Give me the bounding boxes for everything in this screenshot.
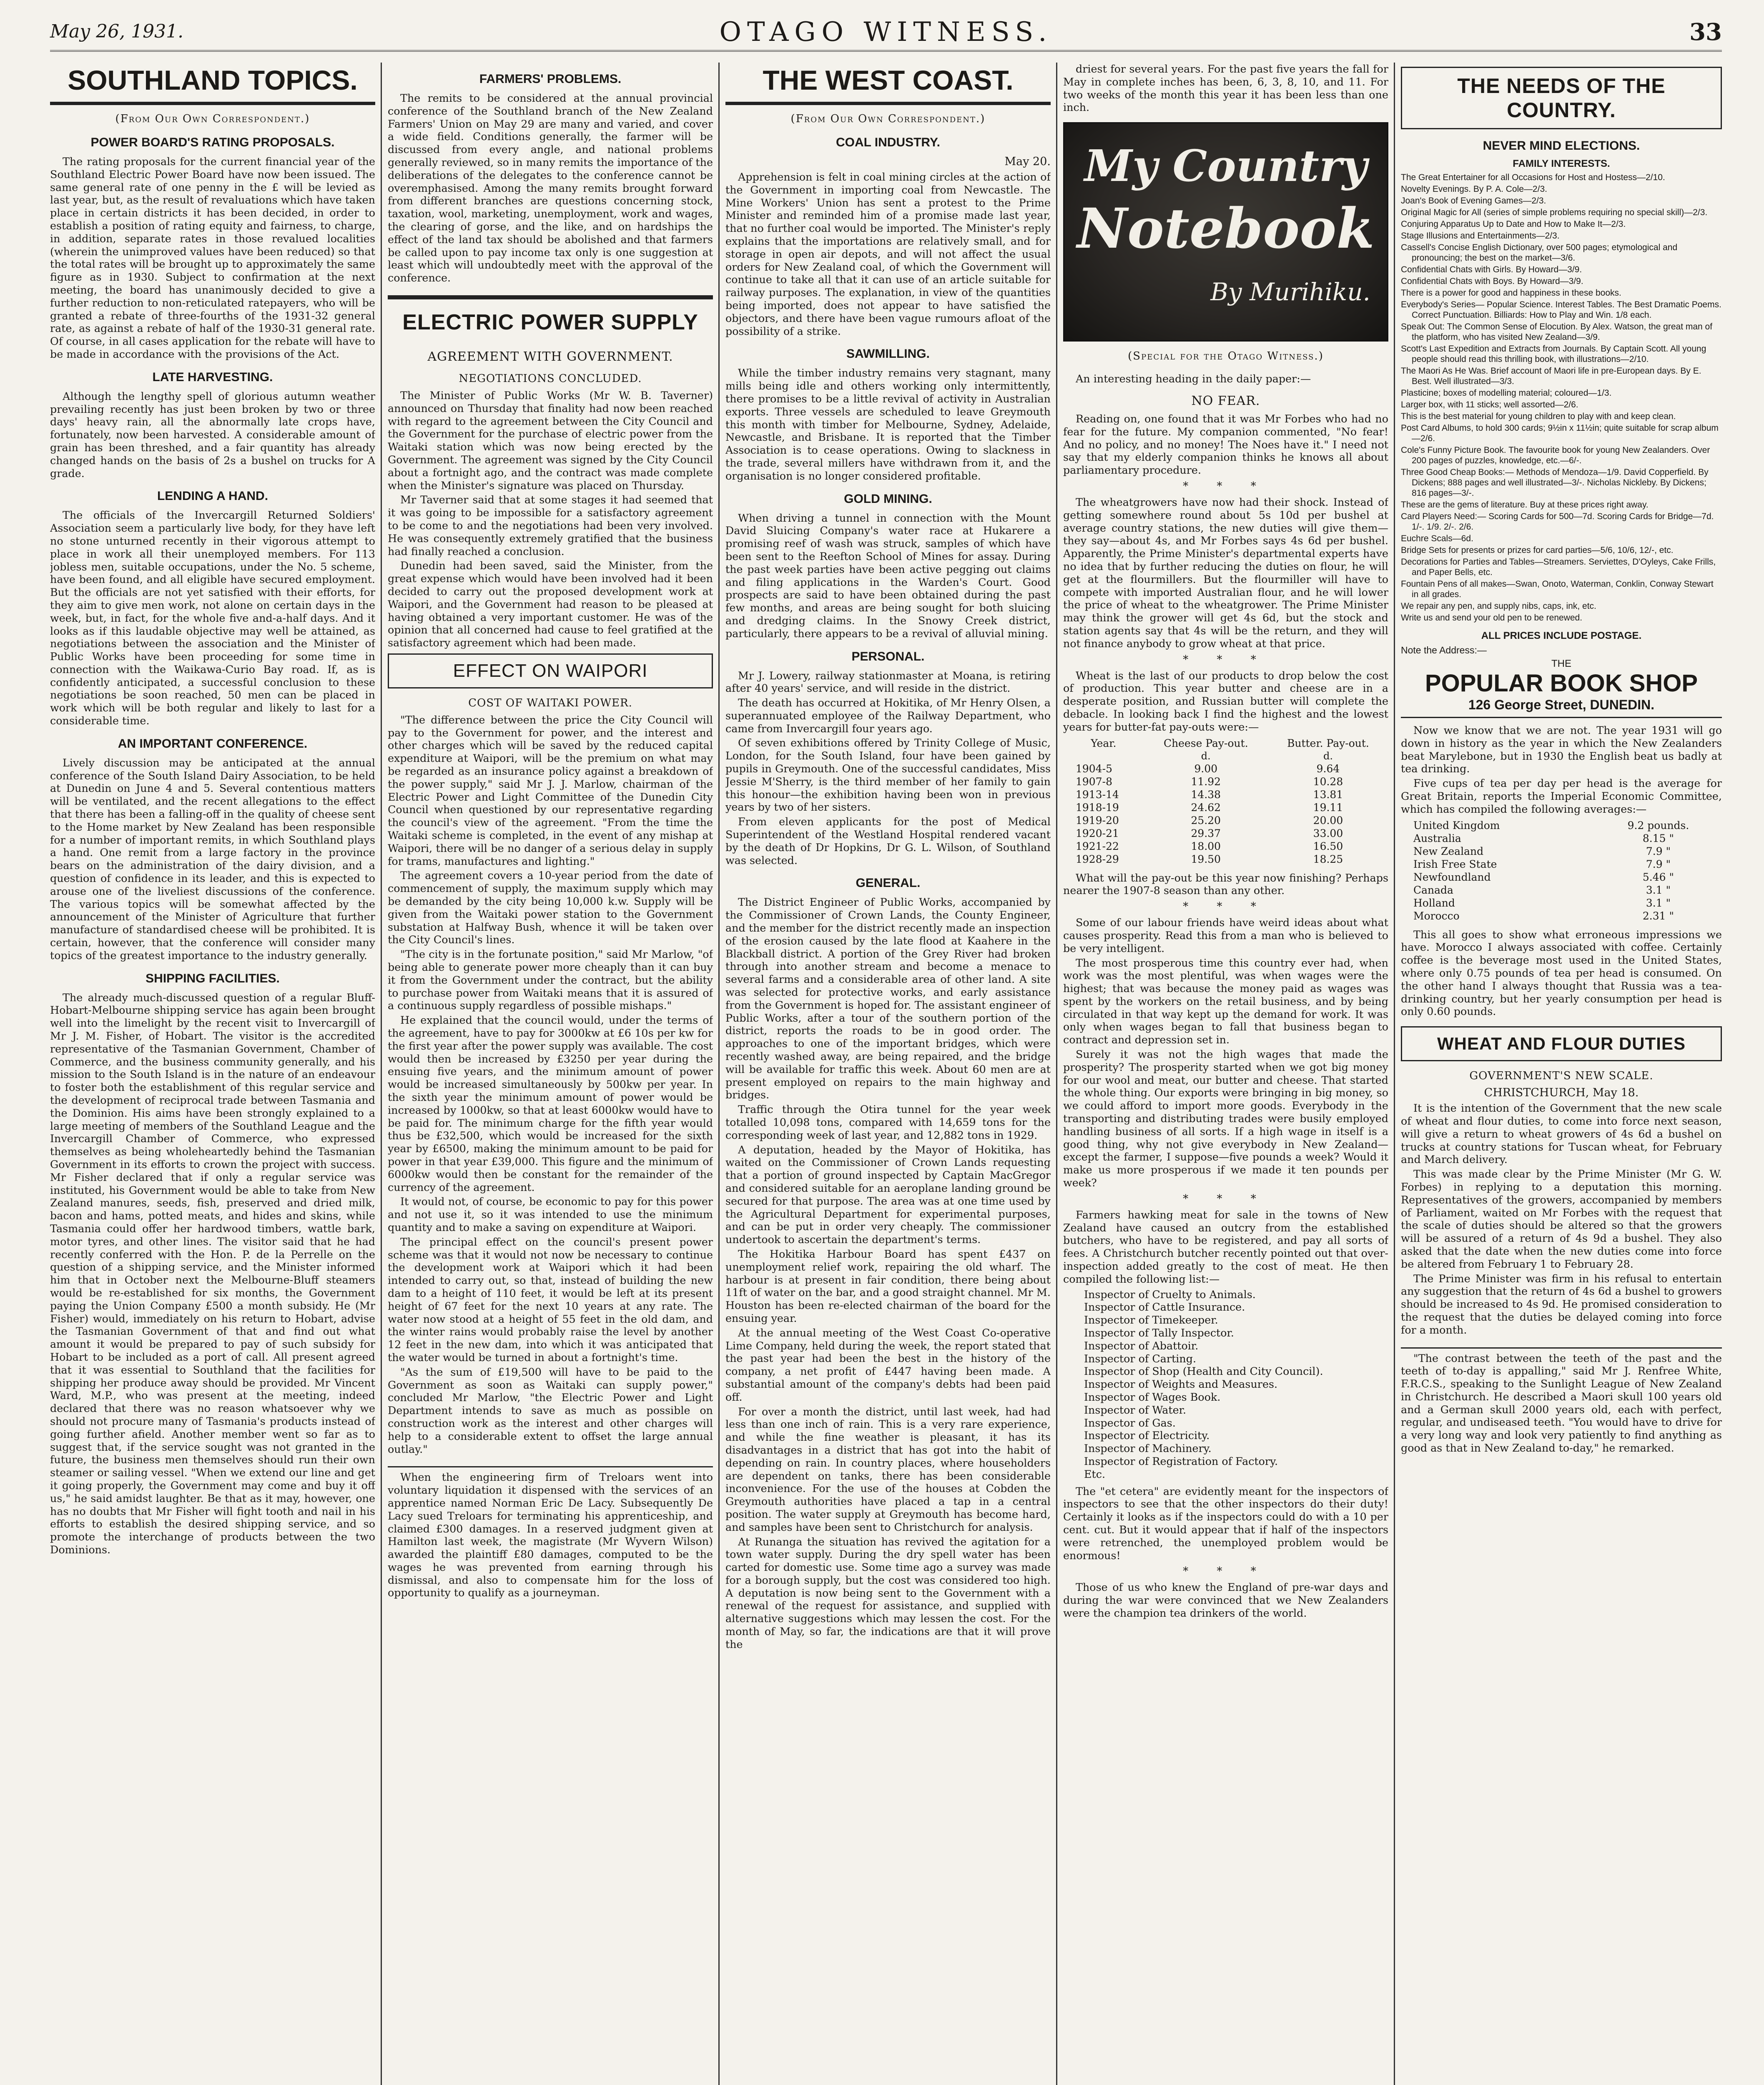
column-rule — [1394, 63, 1395, 2085]
book-entry: Larger box, with 11 sticks; well assorted—2/6. — [1401, 400, 1578, 409]
table-row — [1063, 788, 1388, 801]
book-entry: Cassell's Concise English Dictionary, over 500 pages; etymological and pronouncing; the best on the market—3/6. — [1401, 243, 1678, 263]
article-body — [388, 1471, 713, 1599]
article-body — [1401, 1102, 1722, 1336]
paragraph: Of seven exhibitions offered by Trinity College of Music, London, for the South Island, four have been gained by pupils in Greymouth. One of the successful candidates, Miss Jessie M'Sherry, is the third member of her family to gain this honour—the exhibition having been won in previous years by two of her sisters. — [725, 736, 1051, 814]
table-cell: 13.81 — [1313, 788, 1343, 801]
paragraph: Lively discussion may be anticipated at the annual conference of the South Island Dairy Association, to be held at Dunedin on June 4 and 5. Several contentious matters will be ventilated, and the recent allegations to the effect that there has been a falling-off in the quality of cheese sent to the Home market by New Zealand has been responsible for a number of important remits, in which Southland plays a hand. One remit from a large factory in the province bears on the administration of the dairy division, and a question of confidence in its leader, and this is expected to arouse one of the liveliest discussions of the conference. The various topics will be somewhat affected by the announcement of the Minister of Agriculture that further manufacture of standardised cheese will be prohibited. It is certain, however, that the conference will consider many topics of the greatest importance to the industry generally. — [50, 756, 375, 962]
book-entry: Everybody's Series— Popular Science. Interest Tables. The Best Dramatic Poems. Correct Punctuation. Billiards: How to Play and Win. 1/8 each. — [1401, 300, 1721, 320]
paragraph: Surely it was not the high wages that made the prosperity? The prosperity started when we got big money for our wool and meat, our butter and cheese. That started the whole thing. Our exports were bringing in big money, so we could afford to import more goods. Everybody in the transporting and distributing trades were busily employed handling business of all sorts. If a high wage in itself is a good thing, why not give everybody in New Zealand—except the farmer, I suppose—five pounds a week? Would it make us more prosperous if we made it ten pounds per week? — [1063, 1048, 1388, 1189]
table-cell: 5.46 " — [1642, 871, 1674, 883]
payout-table — [1063, 737, 1388, 866]
table-header: Cheese Pay-out. — [1163, 737, 1248, 749]
paragraph: Wheat is the last of our products to drop below the cost of production. This year butter and cheese are in a desperate position, and Russian butter will complete the debacle. In looking back I find the highest and the lowest years for butter-fat pay-outs were:— — [1063, 669, 1388, 733]
shop-prefix: THE — [1551, 658, 1571, 669]
article-heading: POWER BOARD'S RATING PROPOSALS. — [90, 136, 335, 149]
table-row — [1401, 845, 1722, 858]
article-subheading: AGREEMENT WITH GOVERNMENT. — [427, 349, 673, 364]
section-banner: EFFECT ON WAIPORI — [388, 653, 713, 688]
table-cell: 3.1 " — [1646, 897, 1671, 909]
tea-consumption-table — [1401, 819, 1722, 922]
list-item: Inspector of Cruelty to Animals. — [1084, 1288, 1256, 1301]
book-entry: Write us and send your old pen to be renewed. — [1401, 613, 1583, 623]
table-row — [1063, 814, 1388, 827]
table-header: Butter. Pay-out. — [1287, 737, 1369, 749]
book-entry: Original Magic for All (series of simple problems requiring no special skill)—2/3. — [1401, 208, 1708, 217]
paragraph: This was made clear by the Prime Minister (Mr G. W. Forbes) in replying to a deputation this morning. Representatives of the growers, accompanied by members of Parliament, waited on Mr Forbes with the request that the scale of duties should be altered so that the growers will be assured of a return of 4s 9d a bushel. They also asked that the date when the new duties come into force be altered from February 1 to February 28. — [1401, 1168, 1722, 1270]
table-cell: 10.28 — [1313, 775, 1343, 788]
article-body — [50, 155, 375, 361]
section-banner: WHEAT AND FLOUR DUTIES — [1401, 1026, 1722, 1061]
list-item: Inspector of Weights and Measures. — [1084, 1378, 1278, 1391]
article-heading: NEGOTIATIONS CONCLUDED. — [459, 372, 642, 385]
book-entry: Three Good Cheap Books:— Methods of Mendoza—1/9. David Copperfield. By Dickens; 888 pages and well illustrated—3/-. Nicholas Nickleby. By Dickens; 816 pages—3/-. — [1401, 467, 1709, 498]
article-body — [388, 389, 713, 649]
list-item: Inspector of Abattoir. — [1084, 1339, 1199, 1352]
section-banner: THE NEEDS OF THE COUNTRY. — [1401, 67, 1722, 129]
table-cell: Australia — [1413, 832, 1461, 844]
paragraph: When the engineering firm of Treloars went into voluntary liquidation it dispensed with the services of an apprentice named Norman Eric De Lacy. Subsequently De Lacy sued Treloars for terminating his apprenticeship, and claimed £300 damages. In a reserved judgment given at Hamilton last week, the magistrate (Mr Wyvern Wilson) awarded the plaintiff £80 damages, computed to be the wages he was prevented from earning through his dismissal, and also to compensate him for the loss of opportunity to qualify as a journeyman. — [388, 1471, 713, 1599]
table-cell: 1920-21 — [1076, 827, 1119, 839]
table-cell: 1904-5 — [1076, 762, 1112, 775]
column-needs-of-country — [1401, 63, 1722, 2085]
table-row — [1401, 832, 1722, 845]
book-entry: Confidential Chats with Boys. By Howard—3/9. — [1401, 276, 1583, 286]
paragraph: Some of our labour friends have weird ideas about what causes prosperity. Read this from a man who is believed to be very intelligent. — [1063, 916, 1388, 955]
table-cell: 9.00 — [1194, 762, 1218, 775]
list-item: Inspector of Carting. — [1084, 1352, 1197, 1365]
paragraph: The Minister of Public Works (Mr W. B. Taverner) announced on Thursday that finality had now been reached with regard to the agreement between the City Council and the Government for the purchase of electric power from the Waitaki station which was now being erected by the Government. The agreement was signed by the City Council about a fortnight ago, and the contract was made complete when the Minister's signature was placed on Thursday. — [388, 389, 713, 492]
dateline: May 20. — [1004, 155, 1051, 168]
byline: (From Our Own Correspondent.) — [790, 113, 986, 125]
separator-stars: * * * — [1183, 1192, 1269, 1205]
table-cell: Irish Free State — [1413, 858, 1497, 870]
column-country-notebook — [1063, 63, 1388, 2085]
paragraph: Five cups of tea per day per head is the average for Great Britain, reports the Imperial Economic Committee, which has compiled the following averages:— — [1401, 777, 1722, 815]
intro-text: An interesting heading in the daily paper:— — [1076, 372, 1311, 385]
book-entry: Conjuring Apparatus Up to Date and How to Make It—2/3. — [1401, 219, 1626, 229]
article-body — [1063, 916, 1388, 1189]
paragraph: "As the sum of £19,500 will have to be paid to the Government as soon as Waitaki can supply power," concluded Mr Marlow, "the Electric Power and Light Department intends to save as much as possible on construction work as the interest and other charges will help to a considerable extent to offset the large annual outlay." — [388, 1365, 713, 1455]
book-entry: Euchre Scals—6d. — [1401, 534, 1473, 543]
shop-name: POPULAR BOOK SHOP — [1425, 670, 1698, 697]
address-note: Note the Address:— — [1401, 645, 1487, 656]
paragraph: For over a month the district, until last week, had had less than one inch of rain. This is a very rare experience, and while the fine weather is pleasant, it has its disadvantages in a district that has got into the habit of depending on rain. In country places, where householders are dependent on tanks, there has been considerable inconvenience. For the use of the houses at Cobden the Greymouth authorities have placed a tap in a central position. The water supply at Greymouth has become hard, and samples have been sent to Christchurch for analysis. — [725, 1405, 1051, 1533]
article-body — [388, 713, 713, 1455]
book-entry: There is a power for good and happiness in these books. — [1401, 288, 1621, 298]
book-entry: Cole's Funny Picture Book. The favourite book for young New Zealanders. Over 200 pages of puzzles, knowledge, etc.—6/-. — [1401, 445, 1710, 465]
table-cell: 1921-22 — [1076, 840, 1119, 852]
article-body — [725, 896, 1051, 1650]
article-body — [1063, 412, 1388, 477]
table-cell: 1913-14 — [1076, 788, 1119, 801]
book-entry: Confidential Chats with Girls. By Howard—3/9. — [1401, 265, 1582, 274]
inspector-list — [1063, 1288, 1388, 1481]
article-body — [1401, 1352, 1722, 1454]
paragraph: What will the pay-out be this year now finishing? Perhaps nearer the 1907-8 season than any other. — [1063, 871, 1388, 897]
table-cell: 2.31 " — [1642, 909, 1674, 922]
section-banner: SOUTHLAND TOPICS. — [50, 63, 375, 105]
column-southland-topics — [50, 63, 375, 2085]
book-list — [1401, 172, 1722, 623]
country-notebook-logo — [1063, 122, 1388, 342]
table-row — [1063, 775, 1388, 788]
column-rule — [381, 63, 382, 2085]
table-cell: 29.37 — [1191, 827, 1221, 839]
table-cell: Morocco — [1413, 909, 1460, 922]
table-cell: 1919-20 — [1076, 814, 1119, 826]
article-heading: AN IMPORTANT CONFERENCE. — [118, 736, 308, 751]
paragraph: From eleven applicants for the post of Medical Superintendent of the Westland Hospital rendered vacant by the death of Dr Hopkins, Dr G. L. Wilson, of Southland was selected. — [725, 815, 1051, 867]
article-heading: LATE HARVESTING. — [152, 370, 273, 384]
book-entry: We repair any pen, and supply nibs, caps, ink, etc. — [1401, 601, 1596, 611]
paragraph: "The difference between the price the City Council will pay to the Government for power, and the interest and other charges which will be saved by the reduced capital expenditure at Waipori, will be the premium on what may be regarded as an insurance policy against a breakdown of the power supply," said Mr J. J. Marlow, chairman of the Electric Power and Light Committee of the Dunedin City Council when questioned by our representative regarding the council's view of the agreement. "From the time the Waitaki scheme is completed, in the event of any mishap at Waipori, there will be no danger of a serious delay in supply for trams, manufactures and lighting." — [388, 713, 713, 867]
book-entry: Card Players Need:— Scoring Cards for 500—7d. Scoring Cards for Bridge—7d. 1/-. 1/9. 2/-. 2/6. — [1401, 512, 1714, 532]
section-banner: ELECTRIC POWER SUPPLY — [402, 310, 698, 334]
table-row — [1401, 909, 1722, 922]
paragraph: It would not, of course, be economic to pay for this power and not use it, so it was intended to use the minimum quantity and to make a saving on expenditure at Waipori. — [388, 1195, 713, 1233]
paragraph: Now we know that we are not. The year 1931 will go down in history as the year in which the New Zealanders beat Marylebone, but in 1930 the English beat us badly at tea drinking. — [1401, 724, 1722, 775]
article-body — [725, 171, 1051, 337]
article-body — [1401, 928, 1722, 1018]
paragraph: Mr Taverner said that at some stages it had seemed that it was going to be impossible for a satisfactory agreement to be come to and the negotiations had been very involved. He was consequently extremely gratified that the business had finally reached a conclusion. — [388, 493, 713, 558]
article-heading: GENERAL. — [856, 876, 921, 890]
article-body — [1063, 1208, 1388, 1286]
table-cell: 18.25 — [1313, 853, 1343, 865]
table-cell: 1928-29 — [1076, 853, 1119, 865]
newspaper-title: OTAGO WITNESS. — [719, 17, 1053, 48]
table-cell: 25.20 — [1191, 814, 1221, 826]
article-heading: COAL INDUSTRY. — [836, 136, 941, 149]
table-cell: 19.50 — [1191, 853, 1221, 865]
separator-stars: * * * — [1183, 653, 1269, 666]
table-cell: 9.64 — [1316, 762, 1340, 775]
article-heading: NO FEAR. — [1191, 393, 1260, 408]
list-item: Inspector of Electricity. — [1084, 1429, 1210, 1442]
paragraph: The officials of the Invercargill Returned Soldiers' Association seem a particularly live body, for they have left no stone unturned recently in their vigorous attempt to place in work all their unemployed members. For 113 jobless men, suitable occupations, under the No. 5 scheme, have been found, and all eligible have secured employment. But the officials are not yet satisfied with their efforts, for they aim to give men work, not alone on certain days in the week, but, in fact, for the whole five and-a-half days. And it looks as if this laudable objective may well be attained, as negotiations between the association and the Minister of Public Works have been proceeding for some time in connection with the Waikawa-Curio Bay road. If, as is confidently anticipated, a successful conclusion to these negotiations be soon reached, 50 men can be placed in work which will be both regular and likely to last for a considerable time. — [50, 509, 375, 727]
book-advert — [1401, 158, 1722, 656]
paragraph: The wheatgrowers have now had their shock. Instead of getting somewhere round about 5s 10d per bushel at average country stations, the new duties will give them—they say—about 4s, and Mr Forbes says 4s 6d per bushel. Apparently, the Prime Minister's departmental experts have no idea that by further reducing the duties on flour, he will get at the flourmillers. But the flourmiller will have to compete with imported Australian flour, and he will lower the price of wheat to the wheatgrower. The Prime Minister may think the grower will get 4s 6d, but the stock and station agents say that 4s will be the return, and they will not finance anybody to grow wheat at that price. — [1063, 495, 1388, 650]
byline: (From Our Own Correspondent.) — [115, 113, 310, 125]
paragraph: A deputation, headed by the Mayor of Hokitika, has waited on the Commissioner of Crown Lands requesting that a portion of ground inspected by Captain MacGregor and considered suitable for an aeroplane landing ground be secured for that purpose. The area was at one time used by the Agricultural Department for experimental purposes, and can be put in order very cheaply. The commissioner undertook to ascertain the department's terms. — [725, 1143, 1051, 1246]
table-unit — [1063, 750, 1144, 762]
article-heading: SAWMILLING. — [846, 347, 930, 361]
list-item: Inspector of Shop (Health and City Council). — [1084, 1365, 1323, 1378]
table-cell: 7.9 " — [1646, 845, 1671, 857]
article-body — [1063, 1581, 1388, 1619]
table-unit: d. — [1201, 750, 1211, 762]
divider — [388, 1466, 713, 1467]
table-cell: 14.38 — [1191, 788, 1221, 801]
list-item: Etc. — [1084, 1467, 1106, 1480]
separator-stars: * * * — [1183, 1565, 1269, 1578]
article-heading: FARMERS' PROBLEMS. — [479, 72, 622, 86]
postage-note: ALL PRICES INCLUDE POSTAGE. — [1481, 630, 1642, 641]
article-body — [1063, 63, 1388, 114]
table-cell: 7.9 " — [1646, 858, 1671, 870]
book-entry: The Maori As He Was. Brief account of Maori life in pre-European days. By E. Best. Well illustrated—3/3. — [1401, 366, 1701, 386]
shop-address: 126 George Street, DUNEDIN. — [1401, 697, 1722, 718]
paragraph: Although the lengthy spell of glorious autumn weather prevailing recently has just been broken by two or three days' heavy rain, all the abnormally late crops have, fortunately, now been harvested. A considerable amount of grain has been threshed, and a fair quantity has already changed hands on the basis of 2s a bushel on trucks for A grade. — [50, 389, 375, 480]
article-body — [725, 669, 1051, 867]
dateline: CHRISTCHURCH, May 18. — [1484, 1086, 1639, 1100]
column-west-coast — [725, 63, 1051, 2085]
article-body — [50, 756, 375, 962]
table-row — [1063, 762, 1388, 775]
column-rule — [1056, 63, 1057, 2085]
book-entry: Joan's Book of Evening Games—2/3. — [1401, 196, 1546, 206]
book-entry: Speak Out: The Common Sense of Elocution. By Alex. Watson, the great man of the platform, who has visited New Zealand—3/9. — [1401, 322, 1713, 342]
book-entry: These are the gems of literature. Buy at these prices right away. — [1401, 500, 1649, 510]
table-row — [1401, 858, 1722, 871]
article-subheading: GOVERNMENT'S NEW SCALE. — [1469, 1070, 1654, 1083]
book-entry: Stage Illusions and Entertainments—2/3. — [1401, 231, 1560, 241]
table-cell: United Kingdom — [1413, 819, 1500, 831]
article-heading: NEVER MIND ELECTIONS. — [1483, 139, 1640, 153]
table-row — [1063, 801, 1388, 814]
article-body — [50, 390, 375, 480]
paragraph: The rating proposals for the current financial year of the Southland Electric Power Board have now been issued. The same general rate of one penny in the £ will be levied as last year, but, as the result of revaluations which have taken place in certain districts it has been decided, in order to establish a position of rating equity and fairness, to charge, in addition, separate rates in those revalued localities (wherein the unimproved values have been reduced) so that the total rates will be brought up to approximately the same figure as in 1930. Subject to confirmation at the next meeting, the board has unanimously decided to give a further reduction to non-reticulated ratepayers, who will be granted a rebate of three-fourths of the 1931-32 general rate, as against a rebate of half of the 1930-31 general rate. Of course, in all cases application for the rebate will have to be made in accordance with the provisions of the Act. — [50, 155, 375, 360]
table-cell: 20.00 — [1313, 814, 1343, 826]
paragraph: Those of us who knew the England of pre-war days and during the war were convinced that we New Zealanders were the champion tea drinkers of the world. — [1063, 1581, 1388, 1619]
paragraph: Traffic through the Otira tunnel for the year week totalled 10,098 tons, compared with 14,659 tons for the corresponding week of last year, and 12,882 tons in 1929. — [725, 1103, 1051, 1141]
issue-date: May 26, 1931. — [50, 21, 184, 42]
table-cell: Canada — [1413, 884, 1453, 896]
article-heading: COST OF WAITAKI POWER. — [468, 696, 632, 709]
logo-author: By Murihiku. — [1210, 278, 1370, 306]
table-cell: Holland — [1413, 897, 1455, 909]
paragraph: The District Engineer of Public Works, accompanied by the Commissioner of Crown Lands, the County Engineer, and the member for the district recently made an inspection of the erosion caused by the late flood at Kaahere in the Blackball district. A portion of the Grey River had broken through into another stream and become a menace to several farms and a considerable area of other land. A site was selected for protective works, and early assistance from the Government is hoped for. The assistant engineer of Public Works, after a tour of the southern portion of the district, reports the roads to be in good order. The approaches to one of the important bridges, which were recently washed away, are being repaired, and the bridge will be available for traffic this week. About 60 men are at present employed on repairs to the main highway and bridges. — [725, 896, 1051, 1101]
paragraph: The Prime Minister was firm in his refusal to entertain any suggestion that the return of 4s 6d a bushel to growers should be increased to 4s 9d. He promised consideration to the request that the duties be delayed coming into force for a month. — [1401, 1272, 1722, 1336]
table-cell: 16.50 — [1313, 840, 1343, 852]
table-row — [1063, 840, 1388, 853]
table-row — [1401, 871, 1722, 884]
paragraph: Mr J. Lowery, railway stationmaster at Moana, is retiring after 40 years' service, and will reside in the district. — [725, 669, 1051, 695]
article-body — [725, 512, 1051, 640]
paragraph: At the annual meeting of the West Coast Co-operative Lime Company, held during the week, the report stated that the past year had been the best in the history of the company, a net profit of £447 having been made. A substantial amount of the company's debts had been paid off. — [725, 1326, 1051, 1403]
divider — [388, 295, 713, 299]
table-header: Year. — [1091, 737, 1117, 749]
article-body — [1063, 1485, 1388, 1562]
table-cell: 18.00 — [1191, 840, 1221, 852]
paragraph: He explained that the council would, under the terms of the agreement, have to pay for 3000kw at £6 10s per kw for the first year after the power supply was available. The cost would then be increased by £3250 per year during the ensuing five years, and the minimum amount of power would be increased simultaneously by 500kw per year. In the sixth year the minimum amount of power would be increased by 1000kw, so that at least 6000kw would have to be paid for. The minimum charge for the fifth year would thus be £32,500, which would be increased for the sixth year by £6500, making the minimum amount to be paid for power in that year £39,000. This figure and the minimum of 6000kw would then be constant for the remainder of the currency of the agreement. — [388, 1014, 713, 1193]
book-entry: Scott's Last Expedition and Extracts from Journals. By Captain Scott. All young people should read this thrilling book, with illustrations—2/10. — [1401, 344, 1706, 364]
paragraph: Dunedin had been saved, said the Minister, from the great expense which would have been involved had it been decided to carry out the proposed development work at Waipori, and the Government had reason to be pleased at having obtained a very important customer. He was of the opinion that all concerned had cause to feel gratified at the satisfactory agreement which had been made. — [388, 559, 713, 649]
book-entry: Bridge Sets for presents or prizes for card parties—5/6, 10/6, 12/-, etc. — [1401, 545, 1674, 555]
table-cell: 1918-19 — [1076, 801, 1119, 814]
paragraph: Farmers hawking meat for sale in the towns of New Zealand have caused an outcry from the established butchers, who have to be registered, and pay all sorts of fees. A Christchurch butcher recently pointed out that over-inspection added greatly to the cost of meat. He then compiled the following list:— — [1063, 1208, 1388, 1285]
table-cell: New Zealand — [1413, 845, 1484, 857]
table-cell: 1907-8 — [1076, 775, 1112, 788]
paragraph: This all goes to show what erroneous impressions we have. Morocco I always associated with coffee. Certainly coffee is the beverage most used in the United States, where only 0.75 pounds of tea per head is consumed. On the other hand I always thought that Russia was a tea-drinking country, but her yearly consumption per head is only 0.60 pounds. — [1401, 928, 1722, 1018]
paragraph: The already much-discussed question of a regular Bluff-Hobart-Melbourne shipping service has again been brought well into the limelight by the recent visit to Invercargill of Mr J. M. Fisher, of Hobart. The visitor is the accredited representative of the Tasmanian Government, Chamber of Commerce, and the business community generally, and his mission to the South Island is in the nature of an endeavour to foster both the establishment of this regular service and the development of reciprocal trade between Tasmania and the Dominion. His aims have been strongly explained to a large meeting of members of the Southland League and the Invercargill Chamber of Commerce, who expressed themselves as being wholeheartedly behind the Tasmanian Government in its efforts to crown the project with success. Mr Fisher declared that if only a regular service was instituted, his Government would be able to take from New Zealand manures, seeds, fish, preserved and dried milk, bacon and hams, potted meats, and hides and skins, while Tasmania could offer her hardwood timbers, wattle bark, motor tyres, and other lines. The visitor said that he had recently conferred with the Hon. P. de la Perrelle on the question of a shipping service, and the Minister informed him that in October next the Melbourne-Bluff steamers would be re-established for six months, the Government paying the Union Company £500 a month subsidy. He (Mr Fisher) would, immediately on his return to Hobart, advise the Tasmanian Government of that and find out what amount it would be prepared to pay of such subsidy for Hobart to be included as a port of call. All present agreed that it was essential to Southland that the facilities for shipping her produce away should be provided. Mr Vincent Ward, M.P., who was present at the meeting, indeed declared that there was no reason whatsoever why we should not procure many of Tasmania's products instead of going further afield. Another member went so far as to suggest that, if the service sought was not granted in the future, the business men themselves should run their own steamer or sailing vessel. "When we extend our line and get it going properly, the Government may come and buy it off us," he said amidst laughter. Be that as it may, however, one has no doubts that Mr Fisher will fight tooth and nail in his efforts to establish the desired shipping service, and so promote the interchange of products between the two Dominions. — [50, 991, 375, 1556]
paragraph: It is the intention of the Government that the new scale of wheat and flour duties, to come into force next season, will give a return to wheat growers of 4s 6d a bushel on trucks at country stations for Tuscan wheat, for February and March delivery. — [1401, 1102, 1722, 1166]
paragraph: The death has occurred at Hokitika, of Mr Henry Olsen, a superannuated employee of the Railway Department, who came from Invercargill four years ago. — [725, 696, 1051, 735]
list-item: Inspector of Tally Inspector. — [1084, 1326, 1234, 1339]
paragraph: Reading on, one found that it was Mr Forbes who had no fear for the future. My companion commented, "No fear! And no policy, and no money! The Noes have it." I need not say that my elderly companion thinks he knows all about parliamentary procedure. — [1063, 412, 1388, 477]
article-body — [1063, 669, 1388, 734]
paragraph: "The contrast between the teeth of the past and the teeth of to-day is appalling," said Mr J. Renfree White, F.R.C.S., speaking to the Sunlight League of New Zealand in Christchurch. He described a Maori skull 100 years old and a German skull 2000 years old, each with perfect, regular, and undiseased teeth. "You would have to drive for a very long way and look very patiently to find anything as good as that in New Zealand to-day," he remarked. — [1401, 1351, 1722, 1454]
table-cell: Newfoundland — [1413, 871, 1491, 883]
table-cell: 19.11 — [1313, 801, 1343, 814]
article-body — [1401, 724, 1722, 816]
column-rule — [718, 63, 720, 2085]
list-item: Inspector of Wages Book. — [1084, 1391, 1221, 1403]
paragraph: "The city is in the fortunate position," said Mr Marlow, "of being able to generate power more cheaply than it can buy it from the Government under the contract, but the ability to purchase power from Waitaki means that it is assured of a continuous supply regardless of possible mishaps." — [388, 948, 713, 1012]
table-row — [1401, 897, 1722, 909]
book-entry: Decorations for Parties and Tables—Streamers. Serviettes, D'Oyleys, Cake Frills, and Paper Bells, etc. — [1401, 557, 1716, 577]
paragraph: When driving a tunnel in connection with the Mount David Sluicing Company's water race at Hukarere a promising reef of wash was struck, samples of which have been sent to the Reefton School of Mines for assay. During the past week parties have been active pegging out claims and filing applications in the Warden's Court. Good prospects are said to have been obtained during the past few months, and areas are being sought for both sluicing and dredging claims. In the Snowy Creek district, particularly, there appears to be a revival of alluvial mining. — [725, 511, 1051, 640]
divider — [1401, 1347, 1722, 1349]
table-row — [1063, 853, 1388, 866]
article-body — [50, 509, 375, 727]
book-entry: The Great Entertainer for all Occasions for Host and Hostess—2/10. — [1401, 173, 1665, 182]
paragraph: The principal effect on the council's present power scheme was that it would not now be necessary to continue the development work at Waipori which it had been intended to carry out, so that, instead of building the new dam to a height of 110 feet, it would be left at its present height of 67 feet for the next 10 years at any rate. The water now stood at a height of 55 feet in the old dam, and the winter rains would probably raise the level by another 12 feet in the new dam, into which it was anticipated that the water would be turned in about a fortnight's time. — [388, 1235, 713, 1364]
table-cell: 11.92 — [1191, 775, 1221, 788]
table-unit: d. — [1323, 750, 1333, 762]
byline: (Special for the Otago Witness.) — [1128, 350, 1324, 363]
list-item: Inspector of Machinery. — [1084, 1442, 1212, 1455]
list-item: Inspector of Registration of Factory. — [1084, 1454, 1278, 1467]
article-heading: GOLD MINING. — [844, 492, 932, 506]
column-farmers-power — [388, 63, 713, 2085]
article-body — [388, 92, 713, 284]
table-cell: 33.00 — [1313, 827, 1343, 839]
logo-line: Notebook — [1077, 196, 1375, 261]
article-body — [1063, 496, 1388, 650]
book-entry: Fountain Pens of all makes—Swan, Onoto, Waterman, Conklin, Conway Stewart in all grades. — [1401, 579, 1714, 599]
table-row — [1401, 884, 1722, 897]
advert-heading: FAMILY INTERESTS. — [1513, 158, 1610, 169]
separator-stars: * * * — [1183, 480, 1269, 492]
separator-stars: * * * — [1183, 900, 1269, 913]
book-entry: This is the best material for young children to play with and keep clean. — [1401, 412, 1676, 421]
paragraph: At Runanga the situation has revived the agitation for a town water supply. During the dry spell water has been carted for domestic use. Some time ago a survey was made for a borough supply, but the cost was considered too high. A deputation is now being sent to the Government with a renewal of the request for assistance, and supplied with alternative suggestions which may lessen the cost. For the month of May, so far, the indications are that it will prove the — [725, 1535, 1051, 1650]
table-cell: 3.1 " — [1646, 884, 1671, 896]
table-cell: 9.2 pounds. — [1627, 819, 1689, 831]
list-item: Inspector of Water. — [1084, 1403, 1187, 1416]
paragraph: The most prosperous time this country ever had, when work was the most plentiful, was when wages were the highest; that was because the money paid as wages was spent by the workers on the retail business, and by being circulated in that way kept up the demand for work. It was only when wages began to fall that business began to contract and depression set in. — [1063, 956, 1388, 1046]
article-body — [50, 991, 375, 1556]
list-item: Inspector of Timekeeper. — [1084, 1314, 1218, 1326]
page-number: 33 — [1689, 18, 1722, 46]
list-item: Inspector of Gas. — [1084, 1416, 1176, 1429]
book-entry: Post Card Albums, to hold 300 cards; 9½in x 11½in; quite suitable for scrap album—2/6. — [1401, 423, 1719, 443]
paragraph: The "et cetera" are evidently meant for the inspectors of inspectors to see that the other inspectors do their duty! Certainly it looks as if the inspectors could do with a 10 per cent. cut. But it would appear that if half of the inspectors were retrenched, the unemployed problem would be enormous! — [1063, 1485, 1388, 1562]
paragraph: driest for several years. For the past five years the fall for May in complete inches has been, 6, 3, 8, 10, and 11. For two weeks of the month this year it has been less than one inch. — [1063, 63, 1388, 114]
table-cell: 24.62 — [1191, 801, 1221, 814]
list-item: Inspector of Cattle Insurance. — [1084, 1301, 1245, 1314]
masthead — [50, 17, 1722, 52]
article-body — [1063, 872, 1388, 897]
book-entry: Novelty Evenings. By P. A. Cole—2/3. — [1401, 184, 1547, 194]
table-row — [1401, 819, 1722, 832]
table-cell: 8.15 " — [1642, 832, 1674, 844]
paragraph: The Hokitika Harbour Board has spent £437 on unemployment relief work, repairing the old wharf. The harbour is at present in fair condition, there being about 11ft of water on the bar, and a good straight channel. Mr M. Houston has been re-elected chairman of the board for the ensuing year. — [725, 1247, 1051, 1324]
paragraph: Apprehension is felt in coal mining circles at the action of the Government in importing coal from Newcastle. The Mine Workers' Union has sent a protest to the Prime Minister and reminded him of a promise made last year, that no further coal would be imported. The Minister's reply explains that the importations are relatively small, and for storage in open air depots, and will not affect the usual orders for New Zealand coal, of which the Government will continue to take all that it can use of an article suitable for railway purposes. The explanation, in view of the quantities being imported, does not appear to have satisfied the objectors, and there have been vague rumours afloat of the possibility of a strike. — [725, 171, 1051, 337]
section-banner: THE WEST COAST. — [725, 63, 1051, 105]
paragraph: The remits to be considered at the annual provincial conference of the Southland branch of the New Zealand Farmers' Union on May 29 are many and varied, and cover a wide field. Conditions generally, the farmer will be discussed from every angle, and national problems generally reviewed, so in many remits the importance of the deliberations of the delegates to the conference cannot be overemphasised. Among the many remits brought forward from different branches are questions concerning stock, taxation, wool, marketing, unemployment, work and wages, the clearing of gorse, and the like, and on hardships the effect of the land tax should be abolished and that farmers be called upon to pay income tax only is one suggestion at least which will undoubtedly meet with the approval of the conference. — [388, 92, 713, 284]
paragraph: While the timber industry remains very stagnant, many mills being idle and others working only intermittently, there promises to be a little revival of activity in Australian exports. Three vessels are scheduled to leave Greymouth this month with timber for Melbourne, Sydney, Adelaide, Newcastle, and Brisbane. It is reported that the Timber Association is to cease operations. Owing to slackness in the trade, several millers have withdrawn from it, and the organisation is no longer considered profitable. — [725, 367, 1051, 482]
paragraph: The agreement covers a 10-year period from the date of commencement of supply, the maximum supply which may be demanded by the city being 10,000 k.w. Supply will be given from the Waitaki power station to the Government substation at Halfway Bush, whence it will be taken over the City Council's lines. — [388, 869, 713, 946]
book-entry: Plasticine; boxes of modelling material; coloured—1/3. — [1401, 388, 1612, 398]
article-heading: SHIPPING FACILITIES. — [146, 971, 280, 985]
article-body — [725, 367, 1051, 482]
logo-line: My Country — [1084, 140, 1368, 192]
table-row — [1063, 827, 1388, 840]
article-heading: PERSONAL. — [851, 649, 925, 663]
article-heading: LENDING A HAND. — [157, 489, 268, 503]
